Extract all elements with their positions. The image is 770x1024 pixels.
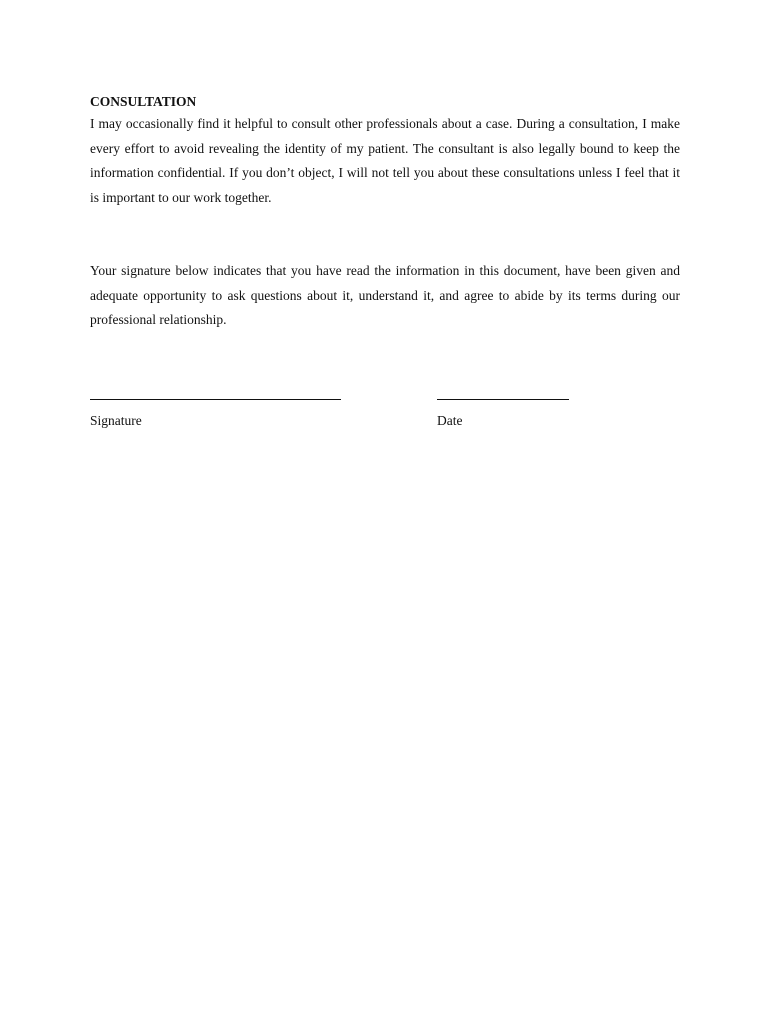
signature-label: Signature	[90, 413, 142, 428]
document-body	[90, 92, 680, 333]
section-heading: CONSULTATION	[90, 94, 197, 109]
signature-line[interactable]	[90, 386, 341, 400]
signature-block	[90, 386, 341, 431]
signature-notice-paragraph: Your signature below indicates that you have read the information in this document, have been given and adequate opportunity to ask questions about it, understand it, and agree to abide by its terms during our professional relationship.	[90, 263, 680, 327]
date-line[interactable]	[437, 386, 569, 400]
date-label: Date	[437, 413, 463, 428]
signature-row	[90, 386, 680, 436]
paragraph-spacer	[90, 210, 680, 259]
date-block	[437, 386, 569, 431]
consultation-paragraph: I may occasionally find it helpful to consult other professionals about a case. During a consultation, I make every effort to avoid revealing the identity of my patient. The consultant is also legally bound to keep the information confidential. If you don’t object, I will not tell you about these consultations unless I feel that it is important to our work together.	[90, 116, 680, 205]
